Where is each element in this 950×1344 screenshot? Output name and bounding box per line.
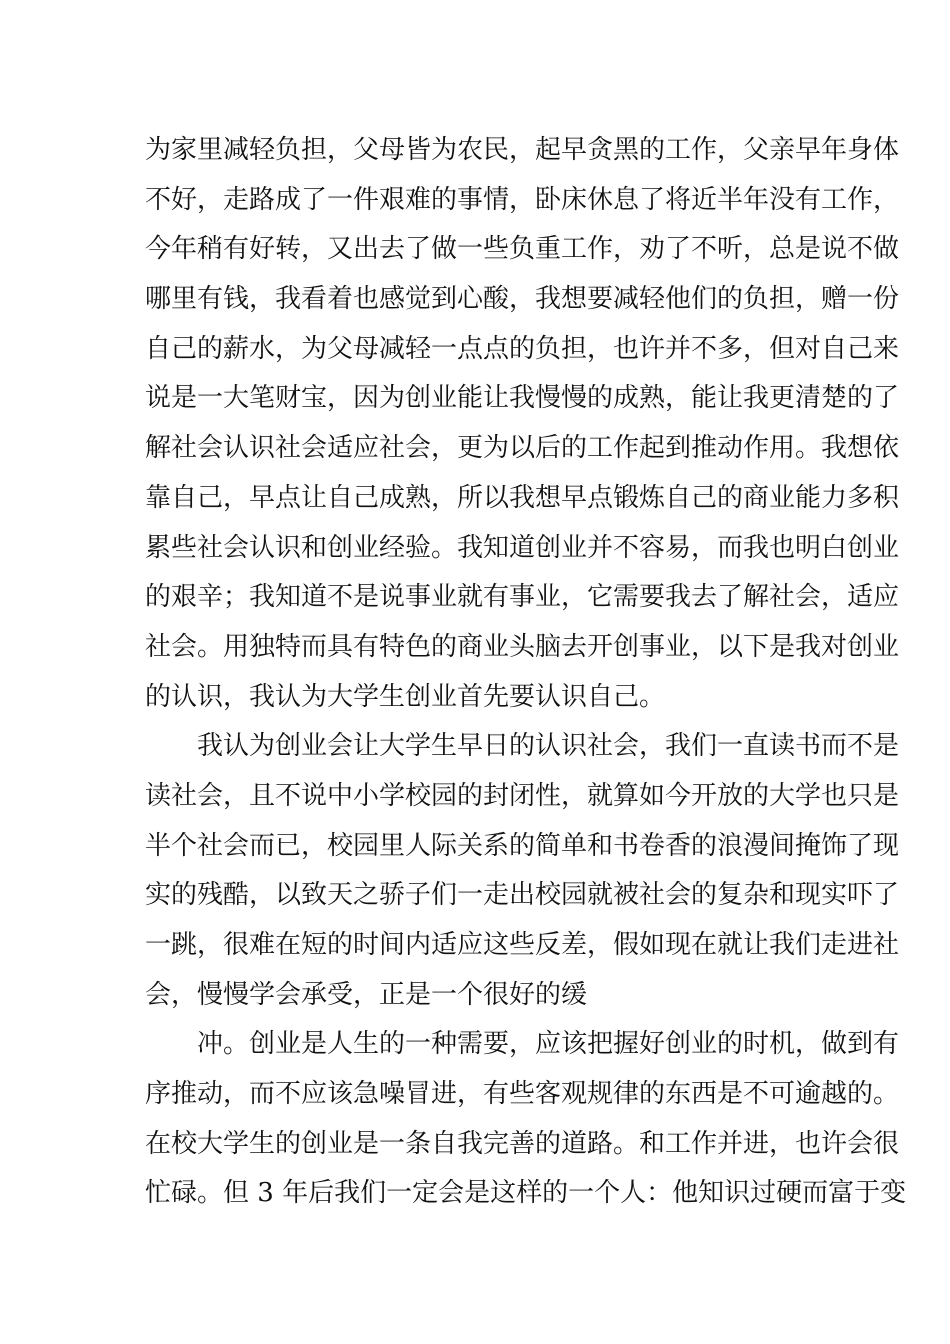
text-line: 累些社会认识和创业经验。我知道创业并不容易，而我也明白创业: [145, 532, 900, 563]
text-line: 序推动，而不应该急噪冒进，有些客观规律的东西是不可逾越的。: [145, 1079, 900, 1110]
text-line: 一跳，很难在短的时间内适应这些反差，假如现在就让我们走进社: [145, 930, 900, 960]
text-line: 半个社会而已，校园里人际关系的简单和书卷香的浪漫间掩饰了现: [145, 830, 900, 861]
text-line: 在校大学生的创业是一条自我完善的道路。和工作并进，也许会很: [145, 1128, 900, 1159]
text-line: 我认为创业会让大学生早日的认识社会，我们一直读书而不是: [197, 731, 900, 762]
body-text: [145, 126, 907, 1219]
text-line: 会，慢慢学会承受，正是一个很好的缓: [145, 979, 588, 1010]
text-line: 靠自己，早点让自己成熟，所以我想早点锻炼自己的商业能力多积: [145, 482, 900, 513]
text-line: 的认识，我认为大学生创业首先要认识自己。: [145, 681, 666, 712]
text-line: 解社会认识社会适应社会，更为以后的工作起到推动作用。我想依: [145, 433, 900, 464]
text-line: 实的残酷，以致天之骄子们一走出校园就被社会的复杂和现实吓了: [145, 880, 900, 911]
text-line: 冲。创业是人生的一种需要，应该把握好创业的时机，做到有: [197, 1029, 900, 1060]
text-line: 为家里减轻负担，父母皆为农民，起早贪黑的工作，父亲早年身体: [145, 135, 900, 165]
text-line: 的艰辛；我知道不是说事业就有事业，它需要我去了解社会，适应: [145, 582, 900, 613]
text-line: 读社会，且不说中小学校园的封闭性，就算如今开放的大学也只是: [145, 780, 900, 811]
text-line: 今年稍有好转，又出去了做一些负重工作，劝了不听，总是说不做: [145, 234, 900, 265]
text-line: 说是一大笔财宝，因为创业能让我慢慢的成熟，能让我更清楚的了: [145, 383, 900, 414]
text-line: 自己的薪水，为父母减轻一点点的负担，也许并不多，但对自己来: [145, 333, 900, 364]
text-line: 哪里有钱，我看着也感觉到心酸，我想要减轻他们的负担，赠一份: [145, 284, 900, 315]
text-line: 不好，走路成了一件艰难的事情，卧床休息了将近半年没有工作，: [145, 184, 900, 215]
text-line: 社会。用独特而具有特色的商业头脑去开创事业，以下是我对创业: [145, 631, 900, 662]
text-line: 忙碌。但 3 年后我们一定会是这样的一个人：他知识过硬而富于变: [145, 1178, 907, 1209]
